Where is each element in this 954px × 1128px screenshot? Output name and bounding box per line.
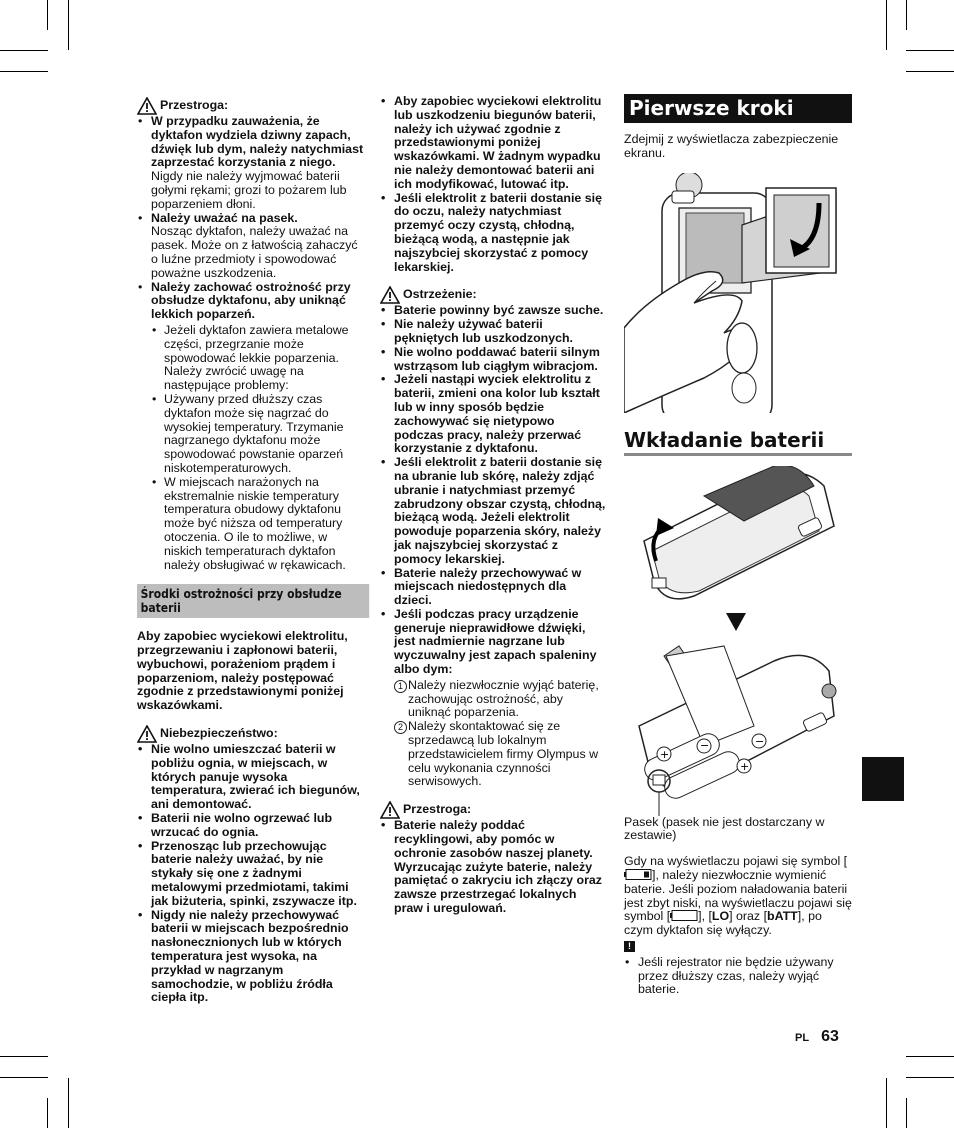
caution-item: • Należy uważać na pasek. Nosząc dyktafon, należy uważać na pasek. Może on z łatwością zahaczyć o luźne przedmioty i spowodować poważne uszkodzenia. [137, 212, 365, 281]
crop-mark [906, 50, 954, 51]
danger-item: • Aby zapobiec wyciekowi elektrolitu lub uszkodzeniu biegunów baterii, należy ich używać zgodnie z przedstawionymi poniżej wskazówkami. W żadnym wypadku nie należy demontować baterii ani ich modyfikować, lutować itp. [380, 95, 606, 192]
section-tab-marker [862, 757, 904, 801]
crop-mark [886, 0, 887, 50]
section-heading-insert-batteries: Wkładanie baterii [624, 427, 852, 456]
battery-intro: Aby zapobiec wyciekowi elektrolitu, przegrzewaniu i zapłonowi baterii, wybuchowi, porażeniom prądem i poparzeniom, należy postępować zgodnie z przedstawionymi poniżej wskazówkami. [137, 629, 348, 713]
warning-item: • Jeśli podczas pracy urządzenie generuje nieprawidłowe dźwięki, jest nadmiernie nagrzane lub wyczuwalny jest zapach spaleniny albo dym: [380, 608, 606, 677]
caution-subitem: • Jeżeli dyktafon zawiera metalowe części, przegrzanie może spowodować lekkie poparzenia. Należy zwrócić uwagę na następujące problemy: [151, 324, 365, 393]
crop-mark [68, 0, 69, 50]
danger-item: • Nigdy nie należy przechowywać baterii w miejscach bezpośrednio nasłonecznionych lub w których temperatura jest wysoka, na przykład w nagrzanym samochodzie, w pobliżu źródła ciepła itp. [137, 909, 365, 1006]
column-1 [137, 95, 365, 1005]
warning-item: • Nie wolno poddawać baterii silnym wstrząsom lub ciągłym wibracjom. [380, 346, 606, 374]
caution-item: • W przypadku zauważenia, że dyktafon wydziela dziwny zapach, dźwięk lub dym, należy natychmiast zaprzestać korzystania z niego. Nigdy nie należy wyjmować baterii gołymi rękami; grozi to pożarem lub poparzeniem dłoni. [137, 115, 365, 212]
crop-mark [0, 1056, 48, 1057]
battery-precautions-heading: Środki ostrożności przy obsłudze baterii [137, 584, 369, 618]
crop-mark [906, 1077, 954, 1078]
exclamation-note-icon: ! [624, 941, 635, 952]
crop-mark [886, 1078, 887, 1128]
crop-mark [906, 71, 954, 72]
language-label: PL [795, 1032, 810, 1044]
danger-item: • Jeśli elektrolit z baterii dostanie się do oczu, należy natychmiast przemyć oczy czystą, chłodną, bieżącą wodą, a następnie jak najszybciej skorzystać z pomocy lekarskiej. [380, 192, 606, 275]
danger-heading: Niebezpieczeństwo: [137, 725, 365, 743]
caution-item: • Należy zachować ostrożność przy obsłudze dyktafonu, aby uniknąć lekkich poparzeń. • Jeżeli dyktafon zawiera metalowe części, przegrzanie może spowodować lekkie poparzenia. Należy zwrócić uwagę na następujące problemy: • Używany przed dłuższy czas dyktafon może się nagrzać do wysokiej temperatury. Trzymanie nagrzanego dyktafonu może spowodować powstanie oparzeń niskotemperaturowych. • W miejscach narażonych na ekstremalnie niskie temperatury temperatura obudowy dyktafonu może być niższa od temperatury otoczenia. O ile to możliwe, w niskich temperaturach dyktafon należy obsługiwać w rękawicach. [137, 281, 365, 573]
warning-item: • Baterie należy przechowywać w miejscach niedostępnych dla dzieci. [380, 567, 606, 608]
screen-protector-text: Zdejmij z wyświetlacza zabezpieczenie ekranu. [624, 132, 839, 160]
strap-caption: Pasek (pasek nie jest dostarczany w zestawie) [624, 814, 825, 843]
note-item: • Jeśli rejestrator nie będzie używany przez dłuższy czas, należy wyjąć baterie. [624, 956, 852, 997]
warning-triangle-icon [380, 801, 400, 819]
column-3 [624, 94, 852, 997]
warning-triangle-icon [137, 725, 157, 743]
caution2-heading: Przestroga: [380, 801, 606, 819]
warning-triangle-icon [137, 97, 157, 115]
warning-item: • Jeśli elektrolit z baterii dostanie się na ubranie lub skórę, należy zdjąć ubranie i natychmiast przemyć zabrudzony obszar czystą, chłodną, bieżącą wodą. Jeżeli elektrolit powoduje poparzenia skóry, należy jak najszybciej skorzystać z pomocy lekarskiej. [380, 456, 606, 566]
svg-text:+: + [740, 759, 750, 773]
caution-subitem: • Używany przed dłuższy czas dyktafon może się nagrzać do wysokiej temperatury. Trzymanie nagrzanego dyktafonu może spowodować powstanie oparzeń niskotemperaturowych. [151, 393, 365, 476]
crop-mark [68, 1078, 69, 1128]
battery-indicator-text: Gdy na wyświetlaczu pojawi się symbol [], należy niezwłocznie wymienić baterie. Jeśli poziom naładowania baterii jest zbyt niski, na wyświetlaczu pojawi się symbol [ ], [LO] oraz [bATT], po czym dyktafon się wyłączy. [624, 854, 852, 938]
svg-text:−: − [700, 738, 710, 752]
crop-mark [0, 50, 48, 51]
battery-low-icon [624, 869, 652, 880]
battery-cover-open-illustration [624, 466, 852, 816]
remove-screen-protector-illustration [624, 173, 852, 413]
page-number: 63 [821, 1028, 839, 1045]
warning-item: • Nie należy używać baterii pękniętych lub uszkodzonych. [380, 318, 606, 346]
crop-mark [47, 0, 48, 30]
svg-text:−: − [755, 734, 765, 748]
step-1: 1 Należy niezwłocznie wyjąć baterię, zachowując ostrożność, aby uniknąć poparzenia. [394, 679, 606, 720]
crop-mark [906, 0, 907, 30]
warning-triangle-icon [380, 286, 400, 304]
crop-mark [906, 1098, 907, 1128]
caution-item: • Baterie należy poddać recyklingowi, aby pomóc w ochronie zasobów naszej planety. Wyrzucając zużyte baterie, należy pamiętać o zakryciu ich złączy oraz zawsze przestrzegać lokalnych praw i uregulowań. [380, 819, 606, 916]
step-2: 2 Należy skontaktować się ze sprzedawcą lub lokalnym przedstawicielem firmy Olympus w celu wykonania czynności serwisowych. [394, 720, 606, 789]
warning-item: • Baterie powinny być zawsze suche. [380, 304, 606, 318]
crop-mark [0, 71, 48, 72]
danger-item: • Nie wolno umieszczać baterii w pobliżu ognia, w miejscach, w których panuje wysoka temperatura, zwierać ich biegunów, ani demontować. [137, 743, 365, 812]
svg-text:+: + [660, 747, 670, 761]
column-2 [380, 95, 606, 916]
warning-item: • Jeżeli nastąpi wyciek elektrolitu z baterii, zmieni ona kolor lub kształt lub w inny sposób będzie zachowywać się nietypowo podczas pracy, należy przerwać korzystanie z dyktafonu. [380, 373, 606, 456]
battery-empty-icon [670, 910, 698, 921]
crop-mark [47, 1098, 48, 1128]
note-icon-row [624, 939, 852, 953]
section-heading-getting-started: Pierwsze kroki [624, 94, 852, 123]
danger-item: • Baterii nie wolno ogrzewać lub wrzucać do ognia. [137, 812, 365, 840]
caution-subitem: • W miejscach narażonych na ekstremalnie niskie temperatury temperatura obudowy dyktafonu może być niższa od temperatury otoczenia. O ile to możliwe, w niskich temperaturach dyktafon należy obsługiwać w rękawicach. [151, 476, 365, 573]
page-footer [795, 1028, 839, 1046]
danger-item: • Przenosząc lub przechowując baterie należy uważać, by nie stykały się one z żadnymi metalowymi przedmiotami, takimi jak biżuteria, spinki, zszywacze itp. [137, 840, 365, 909]
crop-mark [0, 1077, 48, 1078]
crop-mark [906, 1056, 954, 1057]
caution-heading: Przestroga: [137, 97, 365, 115]
warning-heading: Ostrzeżenie: [380, 286, 606, 304]
